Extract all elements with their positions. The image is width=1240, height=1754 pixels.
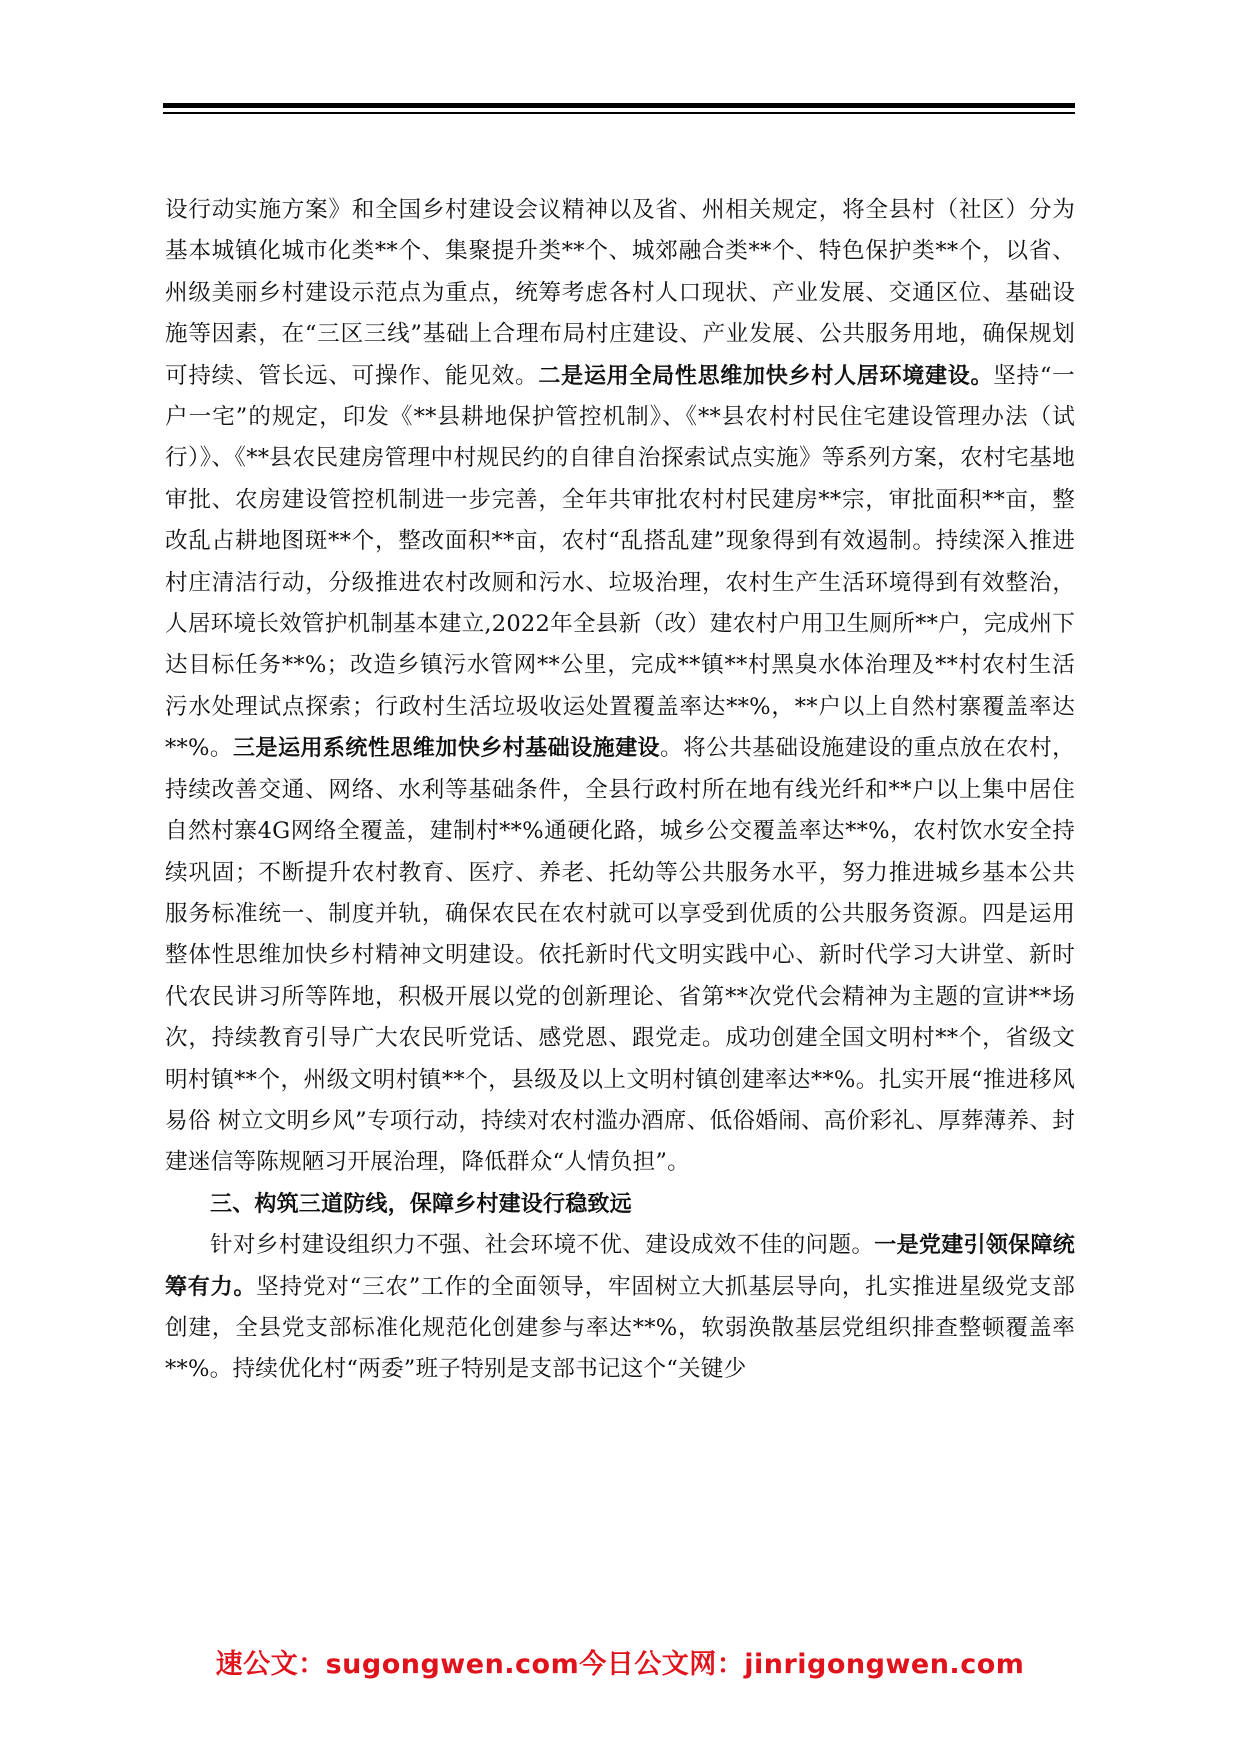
bold-point-three: 三是运用系统性思维加快乡村基础设施建设	[233, 736, 661, 762]
header-rule-thin	[163, 112, 1075, 114]
bold-point-one: 一是党建引领保障统筹有力。	[165, 1233, 1075, 1300]
paragraph-rural-planning: 设行动实施方案》和全国乡村建设会议精神以及省、州相关规定，将全县村（社区）分为基本城镇化城市化类**个、集聚提升类**个、城郊融合类**个、特色保护类**个，以省、州级美丽乡村建设示范点为重点，统筹考虑各村人口现状、产业发展、交通区位、基础设施等因素，在“三区三线”基础上合理布局村庄建设、产业发展、公共服务用地，确保规划可持续、管长远、可操作、能见效。二是运用全局性思维加快乡村人居环境建设。坚持“一户一宅”的规定，印发《**县耕地保护管控机制》、《**县农村村民住宅建设管理办法（试行）》、《**县农民建房管理中村规民约的自律自治探索试点实施》等系列方案，农村宅基地审批、农房建设管控机制进一步完善，全年共审批农村村民建房**宗，审批面积**亩，整改乱占耕地图斑**个，整改面积**亩，农村“乱搭乱建”现象得到有效遏制。持续深入推进村庄清洁行动，分级推进农村改厕和污水、垃圾治理，农村生产生活环境得到有效整治，人居环境长效管护机制基本建立,2022年全县新（改）建农村户用卫生厕所**户，完成州下达目标任务**%；改造乡镇污水管网**公里，完成**镇**村黑臭水体治理及**村农村生活污水处理试点探索；行政村生活垃圾收运处置覆盖率达**%，**户以上自然村寨覆盖率达**%。三是运用系统性思维加快乡村基础设施建设。将公共基础设施建设的重点放在农村，持续改善交通、网络、水利等基础条件，全县行政村所在地有线光纤和**户以上集中居住自然村寨4G网络全覆盖，建制村**%通硬化路，城乡公交覆盖率达**%，农村饮水安全持续巩固；不断提升农村教育、医疗、养老、托幼等公共服务水平，努力推进城乡基本公共服务标准统一、制度并轨，确保农民在农村就可以享受到优质的公共服务资源。四是运用整体性思维加快乡村精神文明建设。依托新时代文明实践中心、新时代学习大讲堂、新时代农民讲习所等阵地，积极开展以党的创新理论、省第**次党代会精神为主题的宣讲**场次，持续教育引导广大农民听党话、感党恩、跟党走。成功创建全国文明村**个，省级文明村镇**个，州级文明村镇**个，县级及以上文明村镇创建率达**%。扎实开展“推进移风易俗 树立文明乡风”专项行动，持续对农村滥办酒席、低俗婚闹、高价彩礼、厚葬薄养、封建迷信等陈规陋习开展治理，降低群众“人情负担”。	[165, 197, 1075, 1176]
document-body	[165, 190, 1075, 1391]
paragraph-defense-lines: 针对乡村建设组织力不强、社会环境不优、建设成效不佳的问题。一是党建引领保障统筹有力。坚持党对“三农”工作的全面领导，牢固树立大抓基层导向，扎实推进星级党支部创建，全县党支部标准化规范化创建参与率达**%，软弱涣散基层党组织排查整顿覆盖率**%。持续优化村“两委”班子特别是支部书记这个“关键少	[165, 1232, 1075, 1383]
header-rule-thick	[163, 103, 1075, 108]
bold-point-two: 二是运用全局性思维加快乡村人居环境建设。	[538, 363, 994, 389]
section-heading-three: 三、构筑三道防线，保障乡村建设行稳致远	[210, 1191, 632, 1217]
footer-watermark: 速公文：sugongwen.com今日公文网：jinrigongwen.com	[215, 1649, 1025, 1680]
